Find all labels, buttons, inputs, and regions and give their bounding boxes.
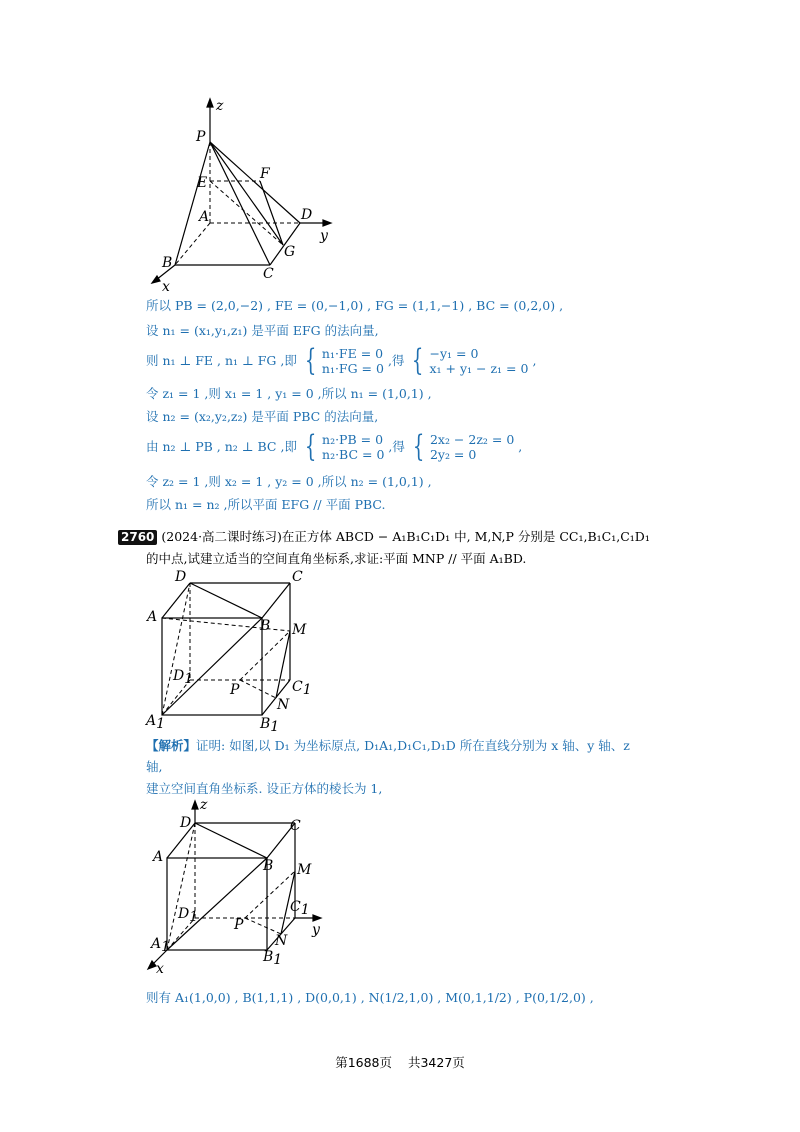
line6-suffix: , — [518, 438, 523, 454]
label-C1: C1 — [292, 679, 312, 698]
label-x: x — [162, 279, 170, 295]
brace-icon: { — [412, 342, 424, 378]
label-P: P — [234, 917, 244, 933]
line6-prefix: 由 n₂ ⊥ PB , n₂ ⊥ BC ,即 — [146, 438, 297, 454]
line6-mid: ,得 — [388, 438, 405, 454]
problem-line-2: 的中点,试建立适当的空间直角坐标系,求证:平面 MNP // 平面 A₁BD. — [146, 551, 527, 566]
brace-icon: { — [304, 428, 317, 464]
label-B: B — [260, 618, 271, 634]
analysis-line-1 — [146, 737, 630, 754]
analysis-text-1: 证明: 如图,以 D₁ 为坐标原点, D₁A₁,D₁C₁,D₁D 所在直线分别为 x 轴、y 轴、z — [196, 738, 630, 753]
label-B: B — [263, 858, 274, 874]
label-x: x — [156, 961, 164, 977]
equation: n₁·FE = 0 — [321, 345, 384, 361]
label-D: D — [301, 207, 313, 223]
label-D: D — [180, 815, 192, 831]
label-P: P — [196, 129, 206, 145]
label-A: A — [153, 849, 164, 865]
label-D1: D1 — [178, 906, 199, 925]
equation: 2y₂ = 0 — [429, 446, 477, 462]
label-C: C — [290, 818, 301, 834]
solution-line-8: 所以 n₁ = n₂ ,所以平面 EFG // 平面 PBC. — [146, 497, 386, 512]
analysis-line-3: 建立空间直角坐标系. 设正方体的棱长为 1, — [146, 781, 383, 796]
label-D: D — [175, 569, 187, 585]
label-y: y — [312, 922, 320, 938]
system-4 — [430, 432, 514, 462]
brace-icon: { — [304, 342, 317, 378]
label-z: z — [200, 797, 208, 813]
coords-line: 则有 A₁(1,0,0) , B(1,1,1) , D(0,0,1) , N(1/2,1,0) , M(0,1,1/2) , P(0,1/2,0) , — [146, 990, 594, 1005]
line3-suffix: , — [532, 352, 537, 368]
label-E: E — [197, 175, 208, 191]
solution-line-5: 设 n₂ = (x₂,y₂,z₂) 是平面 PBC 的法向量, — [146, 409, 379, 424]
cube-figure — [140, 568, 340, 733]
label-F: F — [260, 166, 270, 182]
equation: −y₁ = 0 — [429, 345, 479, 361]
line3-prefix: 则 n₁ ⊥ FE , n₁ ⊥ FG ,即 — [146, 352, 297, 368]
label-N: N — [277, 697, 290, 713]
label-B1: B1 — [260, 716, 280, 733]
label-y: y — [320, 228, 328, 244]
label-B1: B1 — [263, 949, 283, 968]
equation: n₂·PB = 0 — [322, 431, 384, 447]
solution-line-4: 令 z₁ = 1 ,则 x₁ = 1 , y₁ = 0 ,所以 n₁ = (1,0,1) , — [146, 386, 432, 401]
label-B: B — [162, 255, 173, 271]
label-C: C — [292, 569, 303, 585]
equation: n₂·BC = 0 — [322, 446, 385, 462]
label-A: A — [199, 209, 210, 225]
equation: x₁ + y₁ − z₁ = 0 — [429, 360, 529, 376]
solution-line-6 — [146, 430, 522, 463]
label-A: A — [147, 609, 158, 625]
equation: 2x₂ − 2z₂ = 0 — [429, 431, 515, 447]
system-2 — [430, 346, 529, 376]
line3-mid: ,得 — [387, 352, 405, 368]
label-A1: A1 — [151, 936, 171, 955]
label-G: G — [284, 244, 296, 260]
label-z: z — [216, 98, 224, 114]
brace-icon: { — [412, 428, 425, 464]
label-N: N — [275, 933, 288, 949]
page-footer — [0, 1053, 800, 1071]
label-A1: A1 — [146, 713, 166, 732]
label-M: M — [292, 622, 307, 638]
label-P: P — [230, 682, 240, 698]
equation: n₁·FG = 0 — [321, 360, 384, 376]
solution-line-3 — [146, 344, 536, 377]
analysis-tag: 【解析】 — [146, 738, 197, 753]
solution-line-2: 设 n₁ = (x₁,y₁,z₁) 是平面 EFG 的法向量, — [146, 323, 379, 338]
label-C1: C1 — [290, 899, 310, 918]
problem-text-1: (2024·高二课时练习)在正方体 ABCD − A₁B₁C₁D₁ 中, M,N,P 分别是 CC₁,B₁C₁,C₁D₁ — [161, 529, 650, 544]
solution-line-1: 所以 PB = (2,0,−2) , FE = (0,−1,0) , FG = (1,1,−1) , BC = (0,2,0) , — [146, 298, 564, 313]
analysis-line-2: 轴, — [146, 759, 163, 774]
label-D1: D1 — [173, 668, 194, 687]
system-3 — [322, 432, 384, 462]
pyramid-figure — [140, 95, 360, 295]
cube-axes-figure — [140, 795, 340, 980]
label-M: M — [297, 862, 312, 878]
label-C: C — [263, 266, 274, 282]
page-number: 第1688页 — [335, 1055, 392, 1070]
page-total: 共3427页 — [407, 1055, 465, 1070]
solution-line-7: 令 z₂ = 1 ,则 x₂ = 1 , y₂ = 0 ,所以 n₂ = (1,0,1) , — [146, 474, 432, 489]
problem-number-badge: 2760 — [118, 530, 157, 545]
system-1 — [322, 346, 384, 376]
problem-line-1 — [118, 528, 650, 545]
